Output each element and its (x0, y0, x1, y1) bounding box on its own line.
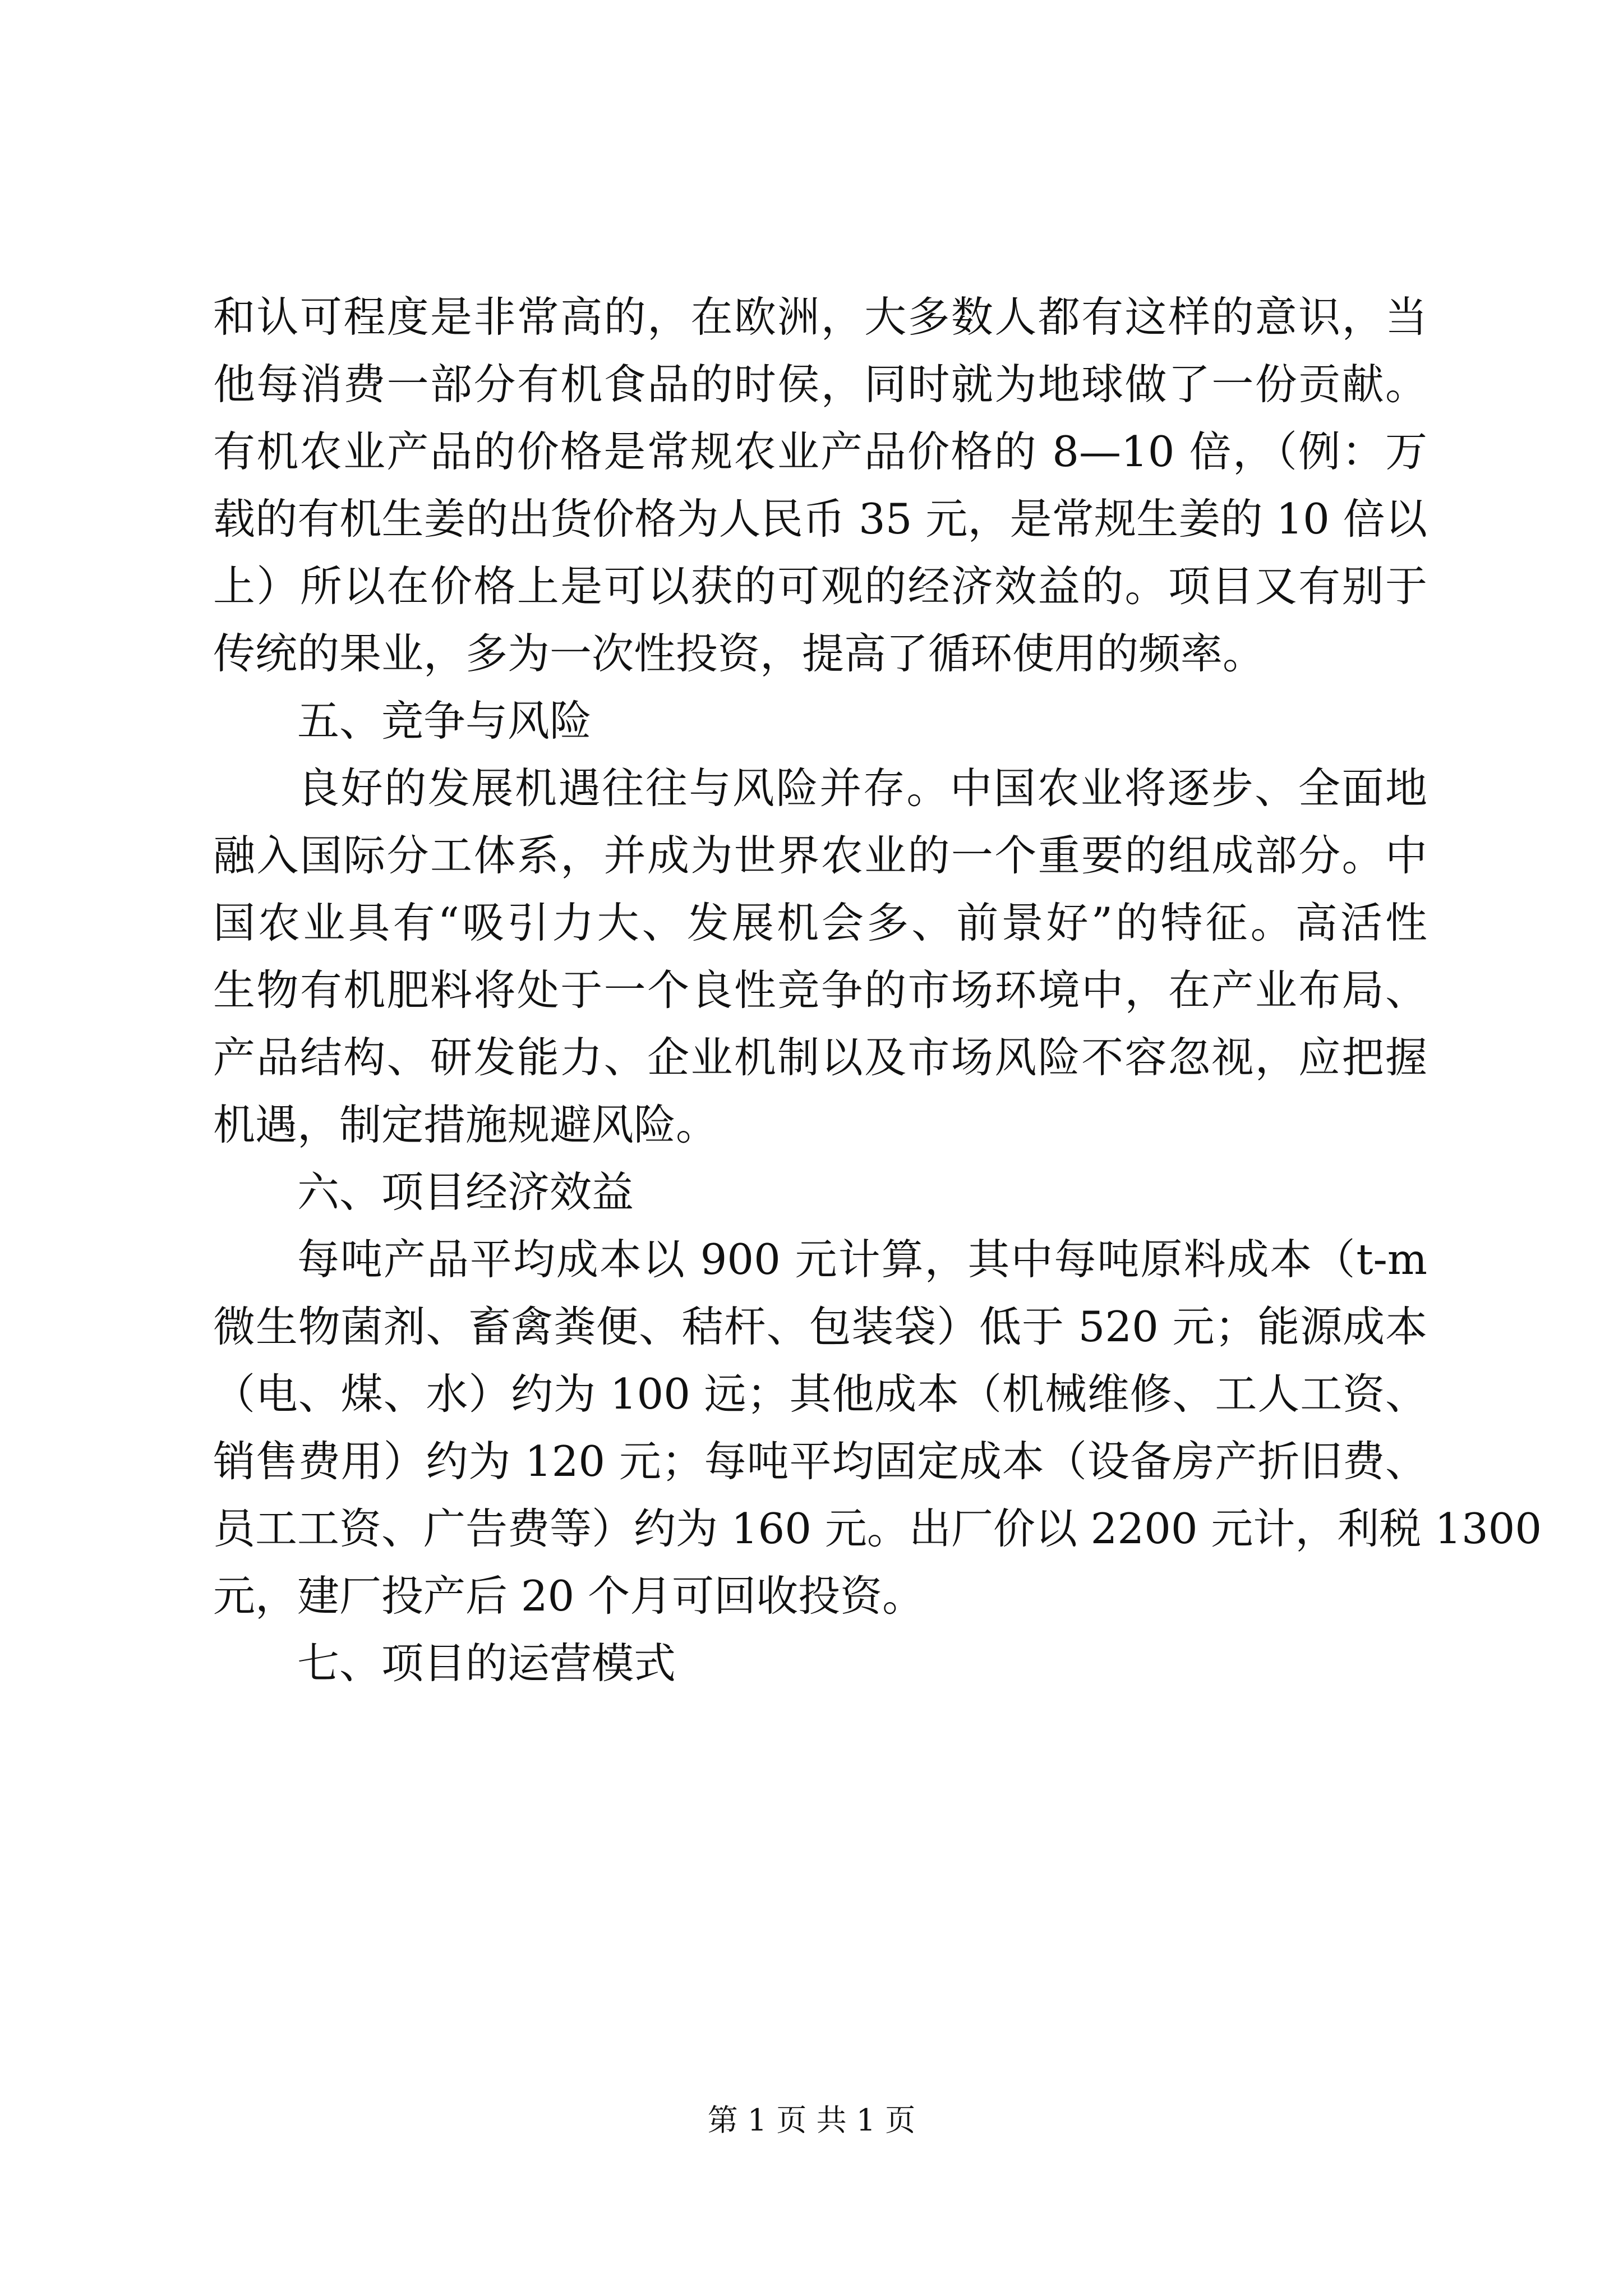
section-heading-5: 五、竞争与风险 (297, 696, 592, 746)
text-line: 上）所以在价格上是可以获的可观的经济效益的。项目又有别于 (213, 562, 1427, 611)
text-line: 载的有机生姜的出货价格为人民币 35 元，是常规生姜的 10 倍以 (213, 494, 1427, 544)
text-line: 良好的发展机遇往往与风险并存。中国农业将逐步、全面地 (297, 763, 1427, 813)
paragraph-economic-benefit (213, 1226, 1542, 1630)
paragraph-competition-risk (213, 754, 1427, 1158)
text-line: 融入国际分工体系，并成为世界农业的一个重要的组成部分。中 (213, 831, 1427, 880)
text-line: （电、煤、水）约为 100 远；其他成本（机械维修、工人工资、 (213, 1369, 1427, 1419)
page-number-footer: 第 1 页 共 1 页 (707, 2102, 916, 2138)
text-line: 销售费用）约为 120 元；每吨平均固定成本（设备房产折旧费、 (213, 1437, 1427, 1486)
document-body (213, 283, 1542, 1697)
text-line: 他每消费一部分有机食品的时侯，同时就为地球做了一份贡献。 (213, 360, 1427, 409)
text-line: 元，建厂投产后 20 个月可回收投资。 (213, 1571, 925, 1621)
text-line: 员工工资、广告费等）约为 160 元。出厂价以 2200 元计，利税 1300 (213, 1504, 1542, 1553)
section-heading-7: 七、项目的运营模式 (297, 1639, 676, 1688)
text-line: 和认可程度是非常高的，在欧洲，大多数人都有这样的意识，当 (213, 292, 1427, 342)
paragraph-continued (213, 283, 1427, 687)
text-line: 机遇，制定措施规避风险。 (213, 1100, 718, 1149)
text-line: 传统的果业，多为一次性投资，提高了循环使用的频率。 (213, 629, 1265, 678)
text-line: 微生物菌剂、畜禽粪便、秸杆、包装袋）低于 520 元；能源成本 (213, 1302, 1427, 1351)
text-line: 国农业具有“吸引力大、发展机会多、前景好”的特征。高活性 (213, 898, 1427, 947)
text-line: 有机农业产品的价格是常规农业产品价格的 8—10 倍，（例：万 (213, 427, 1427, 476)
section-heading-6: 六、项目经济效益 (297, 1167, 634, 1217)
text-line: 生物有机肥料将处于一个良性竞争的市场环境中，在产业布局、 (213, 965, 1427, 1015)
text-line: 每吨产品平均成本以 900 元计算，其中每吨原料成本（t-m (297, 1235, 1427, 1284)
text-line: 产品结构、研发能力、企业机制以及市场风险不容忽视，应把握 (213, 1033, 1427, 1082)
